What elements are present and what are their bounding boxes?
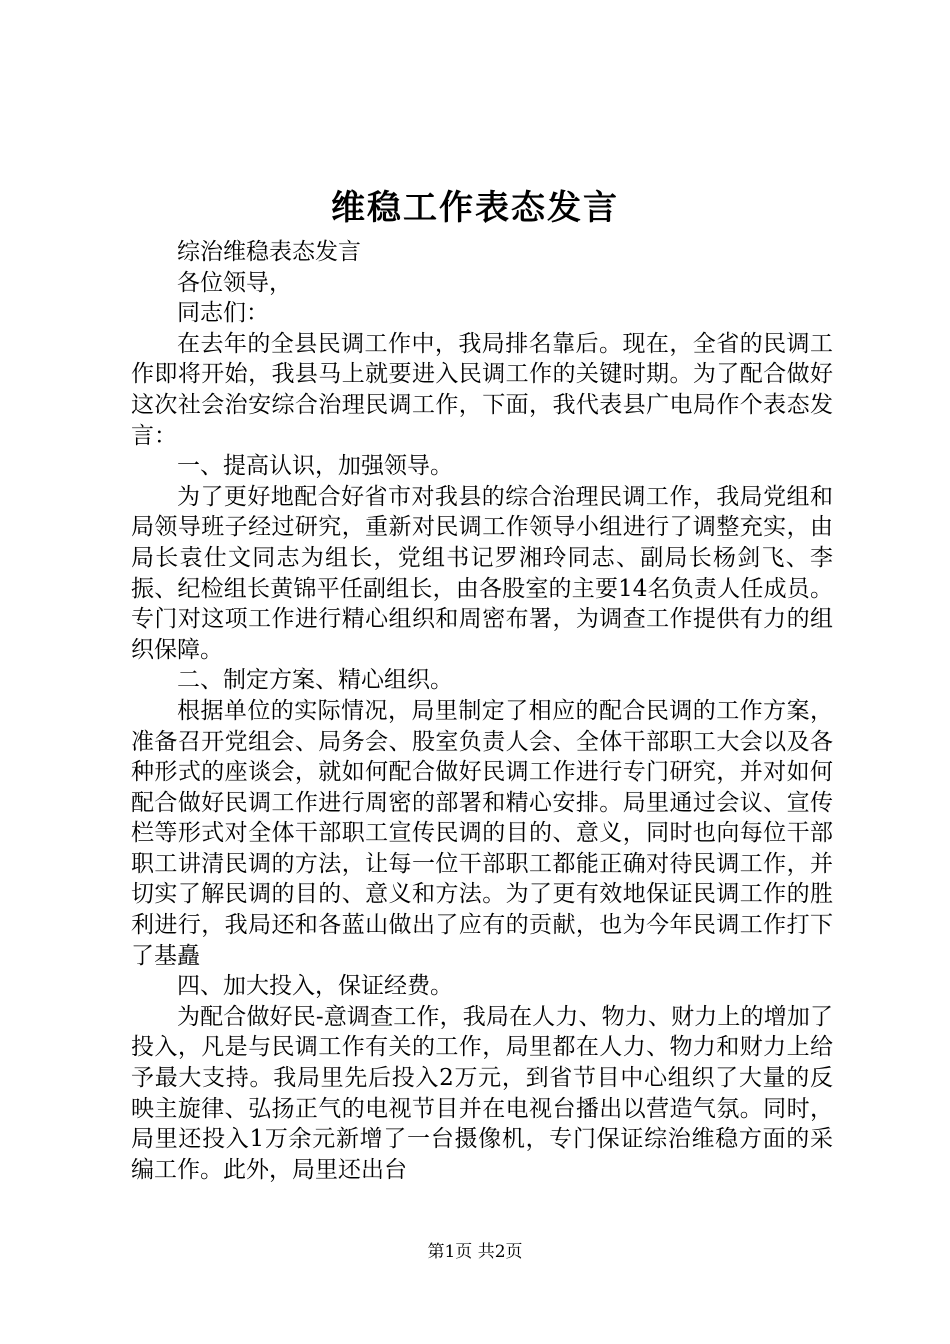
section-heading-4: 四、加大投入，保证经费。 bbox=[177, 973, 453, 1000]
page-footer: 第1页 共2页 bbox=[427, 1242, 523, 1262]
document-title: 维稳工作表态发言 bbox=[331, 188, 619, 228]
paragraph-section-1: 为了更好地配合好省市对我县的综合治理民调工作，我局党组和局领导班子经过研究，重新对民调工作领导小组进行了调整充实，由局长袁仕文同志为组长，党组书记罗湘玲同志、副局长杨剑飞、李振、纪检组长黄锦平任副组长，由各股室的主要14名负责人任成员。专门对这项工作进行精心组织和周密布署，为调查工作提供有力的组织保障。 bbox=[131, 483, 833, 663]
document-body bbox=[131, 237, 833, 1185]
section-heading-2: 二、制定方案、精心组织。 bbox=[177, 667, 453, 694]
section-heading-1: 一、提高认识，加强领导。 bbox=[177, 453, 453, 480]
paragraph-subtitle: 综治维稳表态发言 bbox=[177, 239, 361, 265]
paragraph-salutation-leaders: 各位领导， bbox=[177, 269, 292, 296]
paragraph-section-4: 为配合做好民-意调查工作，我局在人力、物力、财力上的增加了投入，凡是与民调工作有关的工作，局里都在人力、物力和财力上给予最大支持。我局里先后投入2万元，到省节目中心组织了大量的反映主旋律、弘扬正气的电视节目并在电视台播出以营造气氛。同时，局里还投入1万余元新增了一台摄像机，专门保证综治维稳方面的采编工作。此外，局里还出台 bbox=[131, 1003, 833, 1183]
paragraph-salutation-comrades: 同志们： bbox=[177, 300, 269, 327]
paragraph-intro: 在去年的全县民调工作中，我局排名靠后。现在，全省的民调工作即将开始，我县马上就要进入民调工作的关键时期。为了配合做好这次社会治安综合治理民调工作，下面，我代表县广电局作个表态发言： bbox=[131, 330, 833, 449]
paragraph-section-2: 根据单位的实际情况，局里制定了相应的配合民调的工作方案，准备召开党组会、局务会、股室负责人会、全体干部职工大会以及各种形式的座谈会，就如何配合做好民调工作进行专门研究，并对如何配合做好民调工作进行周密的部署和精心安排。局里通过会议、宣传栏等形式对全体干部职工宣传民调的目的、意义，同时也向每位干部职工讲清民调的方法，让每一位干部职工都能正确对待民调工作，并切实了解民调的目的、意义和方法。为了更有效地保证民调工作的胜利进行，我局还和各蓝山做出了应有的贡献，也为今年民调工作打下了基矗 bbox=[131, 697, 833, 969]
